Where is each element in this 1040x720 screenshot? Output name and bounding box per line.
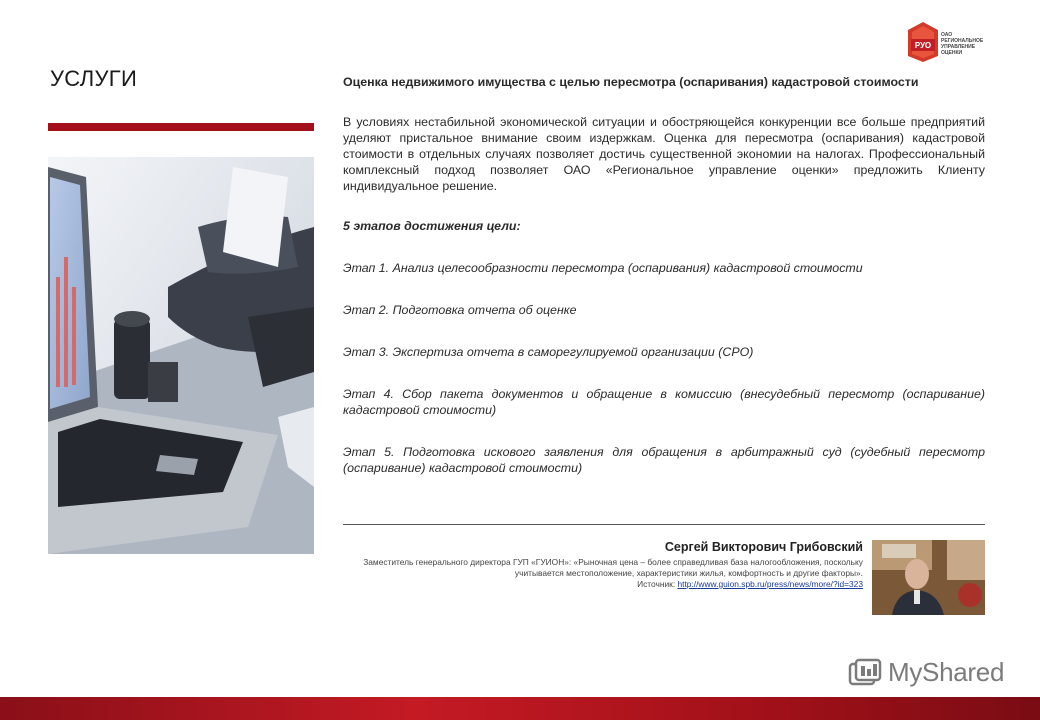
quote-source-link[interactable]: http://www.guion.spb.ru/press/news/more/?id=323: [677, 579, 863, 589]
accent-bar: [48, 123, 314, 131]
expert-photo: [872, 540, 985, 615]
myshared-brand: MyShared: [888, 657, 1005, 687]
quote-source-label: Источник:: [637, 579, 678, 589]
step-item: Этап 5. Подготовка искового заявления для обращения в арбитражный суд (судебный пересмотр (оспаривание) кадастровой стоимости): [343, 445, 985, 475]
service-paragraph: В условиях нестабильной экономической ситуации и обостряющейся конкуренции все больше предприятий уделяют пристальное внимание своим издержкам. Оценка для пересмотра (оспаривания) кадастровой стоимости в отдельных случаях позволяет достичь существенной экономии на налогах. Профессиональный комплексный подход позволяет ОАО «Региональное управление оценки» предложить Клиенту индивидуальное решение.: [343, 115, 985, 193]
logo-caption: ОАО РЕГИОНАЛЬНОЕ УПРАВЛЕНИЕ ОЦЕНКИ: [941, 32, 984, 56]
quote-source: [343, 579, 863, 590]
steps-title: 5 этапов достижения цели:: [343, 219, 521, 233]
company-logo: [908, 22, 988, 66]
service-heading: Оценка недвижимого имущества с целью пересмотра (оспаривания) кадастровой стоимости: [343, 75, 919, 89]
myshared-logo-icon: [848, 658, 884, 690]
step-item: Этап 3. Экспертиза отчета в саморегулируемой организации (СРО): [343, 345, 754, 359]
myshared-watermark: [848, 656, 1008, 692]
logo-ruo-icon: [908, 22, 938, 62]
step-item: Этап 1. Анализ целесообразности пересмотра (оспаривания) кадастровой стоимости: [343, 261, 863, 275]
expert-quote: [343, 540, 863, 590]
logo-mark-text: РУО: [914, 41, 932, 50]
step-item: Этап 4. Сбор пакета документов и обращение в комиссию (внесудебный пересмотр (оспаривание) кадастровой стоимости): [343, 387, 985, 417]
footer-band: [0, 697, 1040, 720]
quote-author-name: Сергей Викторович Грибовский: [664, 540, 863, 554]
step-item: Этап 2. Подготовка отчета об оценке: [343, 303, 577, 317]
laptop-photo: [48, 157, 314, 554]
page-title: УСЛУГИ: [50, 66, 138, 91]
quote-text: Заместитель генерального директора ГУП «ГУИОН»: «Рыночная цена – более справедливая база налогообложения, поскольку учитывается местоположение, характеристики жилья, комфортность и другие факторы».: [363, 557, 863, 578]
service-description: [343, 74, 985, 502]
divider: [343, 524, 985, 525]
